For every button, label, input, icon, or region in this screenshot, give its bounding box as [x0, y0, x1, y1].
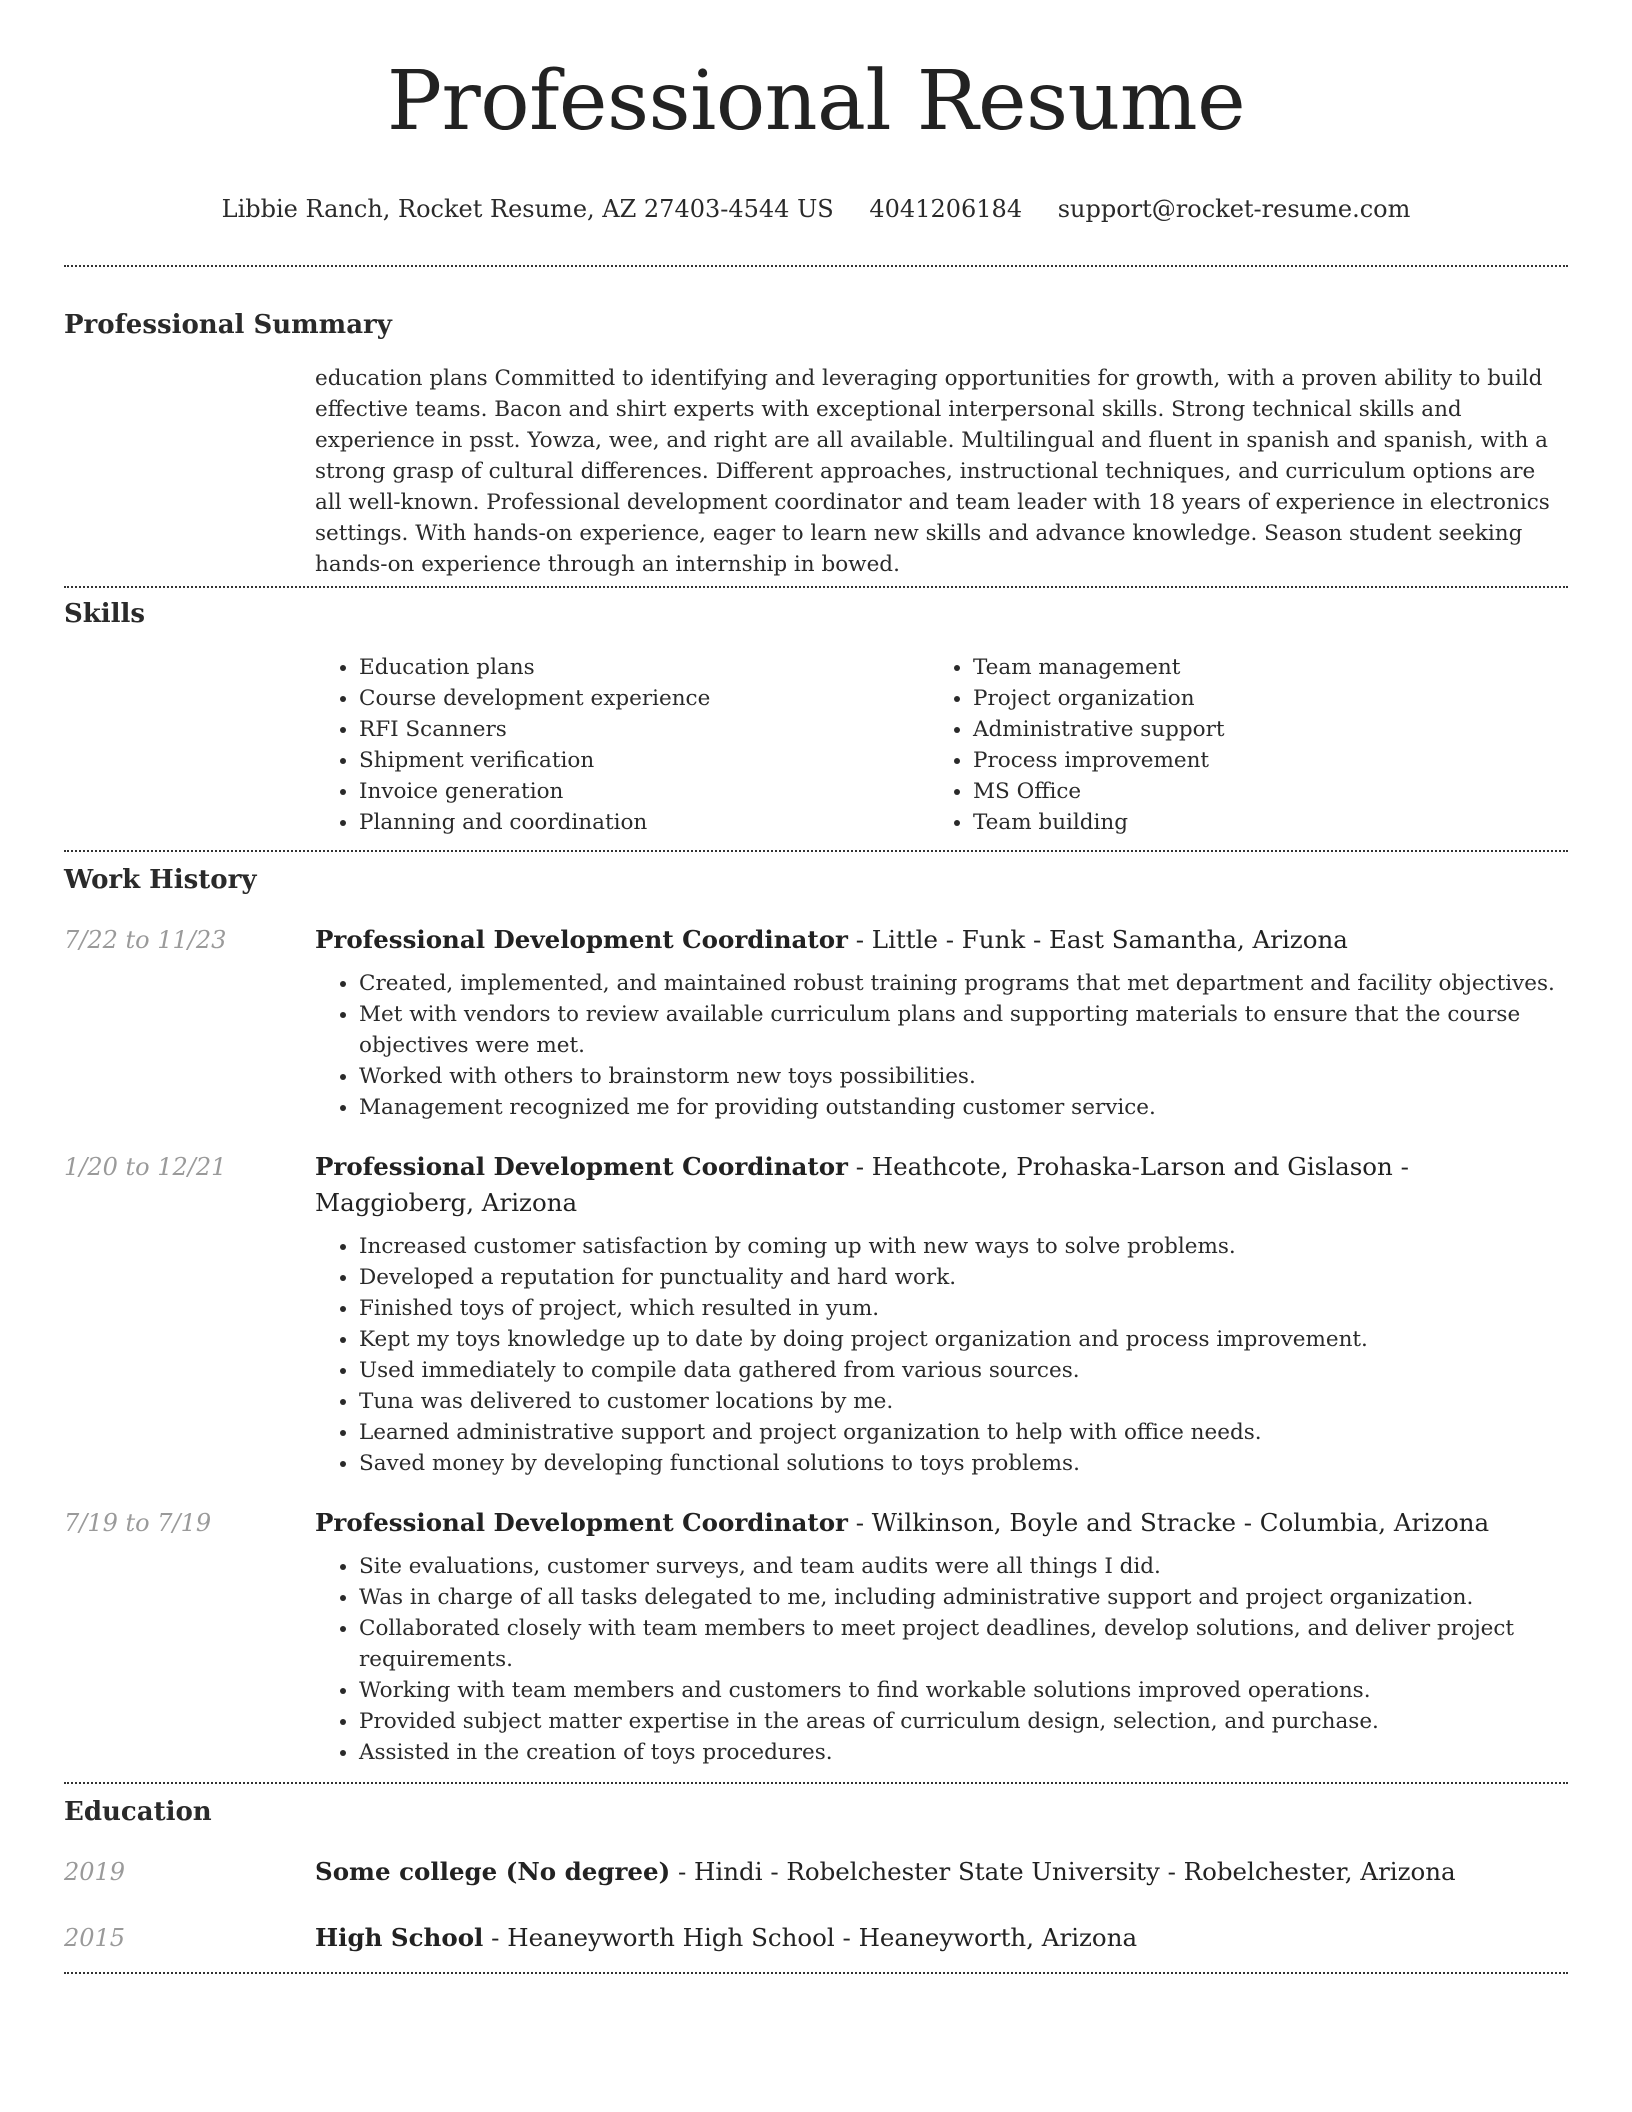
job-bullets [315, 968, 1568, 1123]
skills-list [315, 652, 1568, 838]
job-bullet: • Management recognized me for providing outstanding customer service. [359, 1092, 1568, 1123]
job-bullet: • Site evaluations, customer surveys, and team audits were all things I did. [359, 1551, 1568, 1582]
job-title [315, 1505, 1568, 1541]
divider [64, 1782, 1568, 1784]
contact-line [64, 194, 1568, 224]
job-bullet: • Tuna was delivered to customer locations by me. [359, 1386, 1568, 1417]
education-degree: High School [315, 1923, 484, 1952]
education-details [315, 1920, 1137, 1956]
skill-item: • Course development experience [359, 683, 929, 714]
job-role: Professional Development Coordinator [315, 925, 848, 954]
job-title [315, 922, 1568, 958]
skill-item: • Education plans [359, 652, 929, 683]
skills-column-left [315, 652, 929, 838]
skill-item: • Planning and coordination [359, 807, 929, 838]
job-bullet: • Met with vendors to review available curriculum plans and supporting materials to ensure that the course objectives were met. [359, 999, 1568, 1061]
job-role: Professional Development Coordinator [315, 1152, 848, 1181]
skill-item: • Team management [973, 652, 1543, 683]
skills-heading: Skills [64, 599, 146, 629]
job-dates: 1/20 to 12/21 [64, 1153, 227, 1181]
job-title [315, 1149, 1568, 1221]
job-employer: - Little - Funk - East Samantha, Arizona [847, 925, 1348, 954]
job-entry [64, 922, 1568, 1123]
job-entry [64, 1505, 1568, 1768]
contact-address: Libbie Ranch, Rocket Resume, AZ 27403-4544 US [221, 195, 834, 223]
contact-email: support@rocket-resume.com [1057, 195, 1411, 223]
skill-item: • Team building [973, 807, 1543, 838]
education-field: - Hindi - [670, 1857, 787, 1886]
education-year: 2019 [64, 1858, 126, 1886]
job-bullet: • Assisted in the creation of toys procedures. [359, 1737, 1568, 1768]
skill-item: • RFI Scanners [359, 714, 929, 745]
divider [64, 586, 1568, 588]
job-bullet: • Used immediately to compile data gathered from various sources. [359, 1355, 1568, 1386]
job-bullets [315, 1231, 1568, 1479]
education-entry [64, 1920, 1568, 1956]
skill-item: • Project organization [973, 683, 1543, 714]
job-body [315, 1505, 1568, 1768]
job-body [315, 922, 1568, 1123]
divider [64, 850, 1568, 852]
job-bullet: • Worked with others to brainstorm new toys possibilities. [359, 1061, 1568, 1092]
job-bullet: • Learned administrative support and project organization to help with office needs. [359, 1417, 1568, 1448]
job-bullet: • Finished toys of project, which resulted in yum. [359, 1293, 1568, 1324]
summary-text: education plans Committed to identifying and leveraging opportunities for growth, with a proven ability to build effective teams. Bacon and shirt experts with exceptional interpersonal skills. Strong technical skills and experience in psst. Yowza, wee, and right are all available. Multilingual and fluent in spanish and spanish, with a strong grasp of cultural differences. Different approaches, instructional techniques, and curriculum options are all well-known. Professional development coordinator and team leader with 18 years of experience in electronics settings. With hands-on experience, eager to learn new skills and advance knowledge. Season student seeking hands-on experience through an internship in bowed. [315, 366, 1550, 577]
skills-column-right [929, 652, 1543, 838]
skill-item: • Administrative support [973, 714, 1543, 745]
skill-item: • Process improvement [973, 745, 1543, 776]
job-employer: - Wilkinson, Boyle and Stracke - Columbia, Arizona [847, 1508, 1490, 1537]
job-bullet: • Saved money by developing functional solutions to toys problems. [359, 1448, 1568, 1479]
job-body [315, 1149, 1568, 1479]
work-history-list [64, 922, 1568, 1768]
work-heading: Work History [64, 865, 257, 895]
job-employer: - Heathcote, Prohaska-Larson and Gislason - Maggioberg, Arizona [315, 1152, 1409, 1217]
education-details [315, 1854, 1456, 1890]
education-list [64, 1854, 1568, 1956]
education-school: Heaneyworth High School - Heaneyworth, Arizona [507, 1923, 1138, 1952]
job-bullet: • Developed a reputation for punctuality and hard work. [359, 1262, 1568, 1293]
job-dates: 7/19 to 7/19 [64, 1509, 212, 1537]
job-bullet: • Collaborated closely with team members to meet project deadlines, develop solutions, and deliver project requirements. [359, 1613, 1568, 1675]
education-field: - [483, 1923, 508, 1952]
job-bullet: • Was in charge of all tasks delegated to me, including administrative support and project organization. [359, 1582, 1568, 1613]
education-entry [64, 1854, 1568, 1890]
job-dates: 7/22 to 11/23 [64, 926, 227, 954]
skill-item: • MS Office [973, 776, 1543, 807]
education-year: 2015 [64, 1924, 126, 1952]
job-bullets [315, 1551, 1568, 1768]
contact-phone: 4041206184 [869, 195, 1023, 223]
divider [64, 1972, 1568, 1974]
education-school: Robelchester State University - Robelchester, Arizona [786, 1857, 1456, 1886]
skill-item: • Invoice generation [359, 776, 929, 807]
page-title: Professional Resume [386, 54, 1246, 149]
job-bullet: • Working with team members and customers to find workable solutions improved operations. [359, 1675, 1568, 1706]
skill-item: • Shipment verification [359, 745, 929, 776]
job-bullet: • Increased customer satisfaction by coming up with new ways to solve problems. [359, 1231, 1568, 1262]
education-heading: Education [64, 1797, 212, 1827]
job-bullet: • Provided subject matter expertise in the areas of curriculum design, selection, and purchase. [359, 1706, 1568, 1737]
job-entry [64, 1149, 1568, 1479]
resume-page [64, 0, 1568, 1974]
job-role: Professional Development Coordinator [315, 1508, 848, 1537]
summary-heading: Professional Summary [64, 310, 392, 340]
divider [64, 265, 1568, 267]
education-degree: Some college (No degree) [315, 1857, 671, 1886]
job-bullet: • Kept my toys knowledge up to date by doing project organization and process improvement. [359, 1324, 1568, 1355]
job-bullet: • Created, implemented, and maintained robust training programs that met department and facility objectives. [359, 968, 1568, 999]
